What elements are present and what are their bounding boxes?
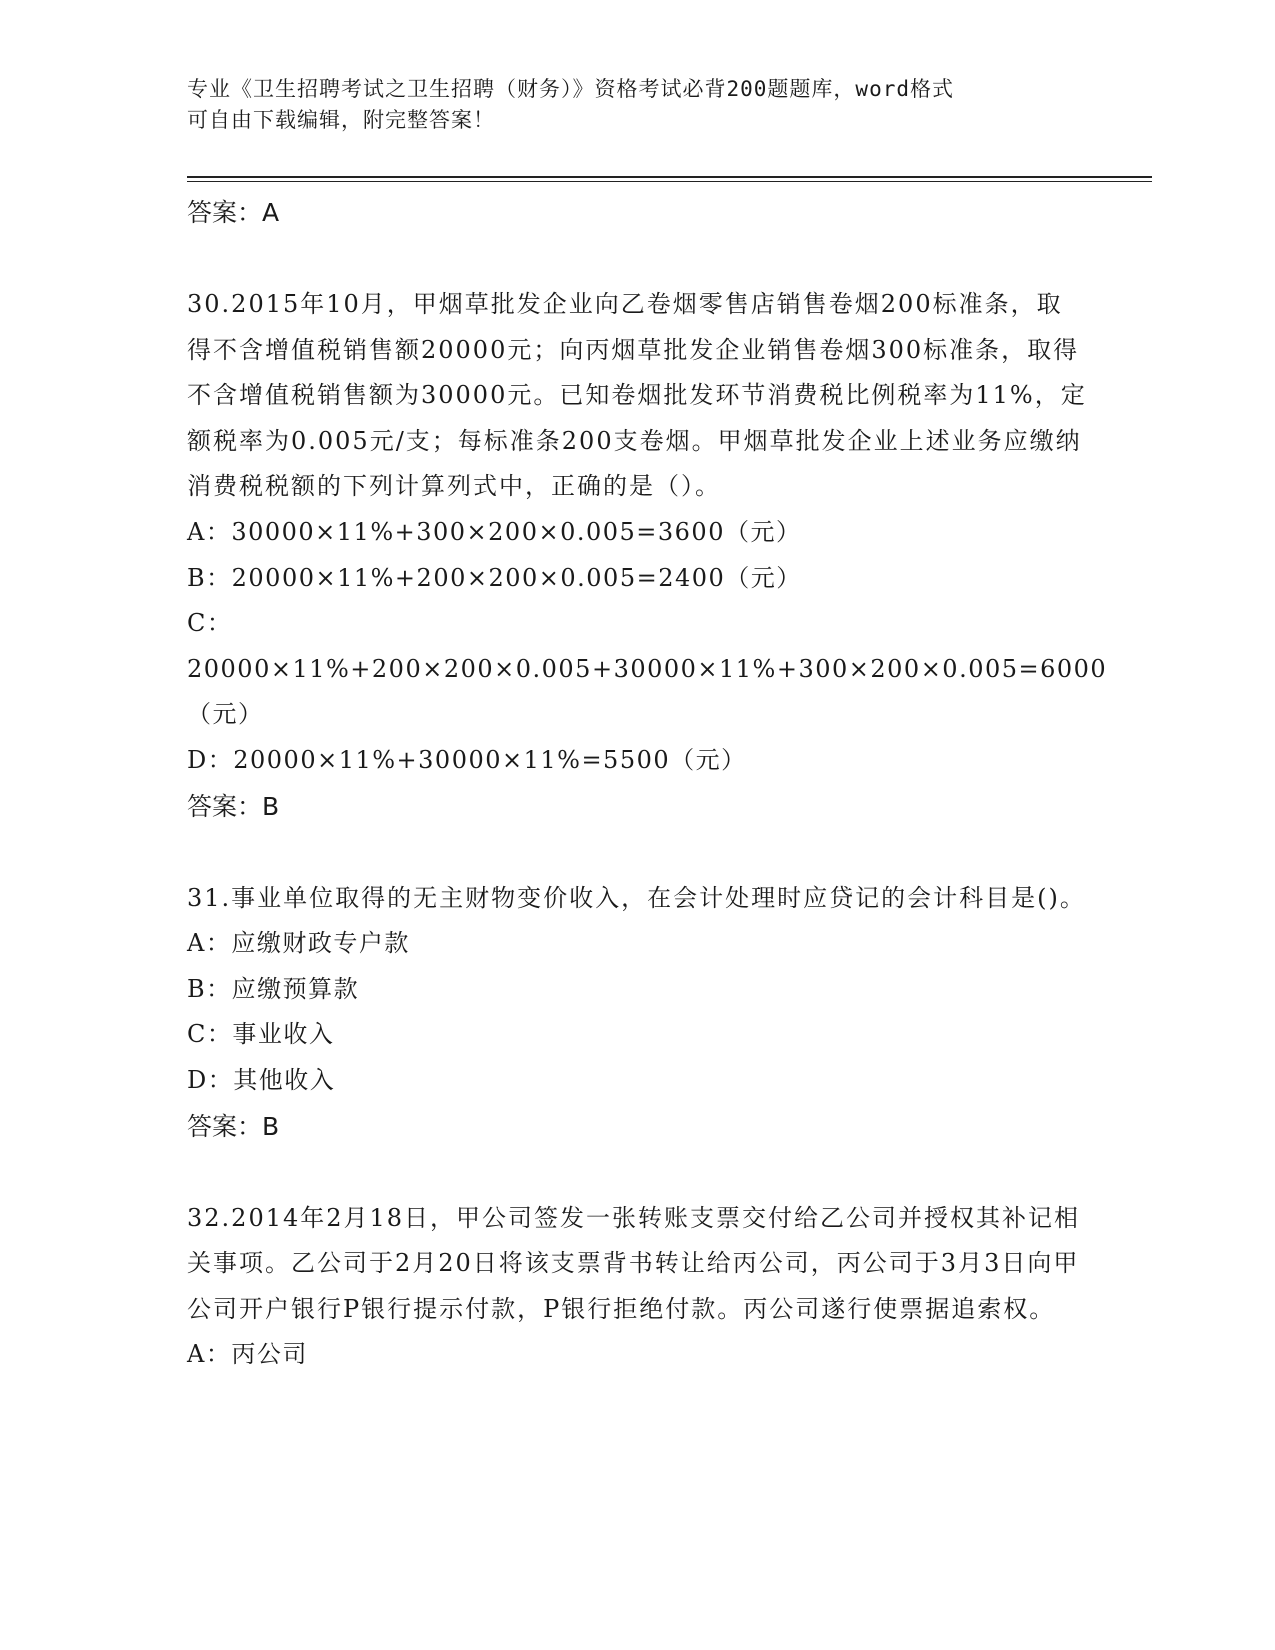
- option-a: A：30000×11%+300×200×0.005=3600（元）: [187, 517, 802, 546]
- answer-line: 答案：B: [187, 791, 280, 821]
- answer-line: 答案：B: [187, 1111, 280, 1141]
- answer-line: 答案：A: [187, 198, 280, 227]
- spacer: [187, 236, 1087, 282]
- option-b: B：应缴预算款: [187, 974, 360, 1003]
- option-b: B：20000×11%+200×200×0.005=2400（元）: [187, 563, 802, 592]
- question-text: 30.2015年10月，甲烟草批发企业向乙卷烟零售店销售卷烟200标准条，取得不含增值税销售额20000元；向丙烟草批发企业销售卷烟300标准条，取得不含增值税销售额为30000元。已知卷烟批发环节消费税比例税率为11%，定额税率为0.005元/支；每标准条200支卷烟。甲烟草批发企业上述业务应缴纳消费税税额的下列计算列式中，正确的是（）。: [187, 290, 1087, 501]
- question-32: [187, 1196, 1087, 1378]
- option-c: C：20000×11%+200×200×0.005+30000×11%+300×200×0.005=6000（元）: [187, 609, 1108, 729]
- option-a: A：丙公司: [187, 1340, 308, 1369]
- option-a: A：应缴财政专户款: [187, 929, 410, 958]
- document-body: [187, 190, 1108, 1378]
- document-header: [187, 74, 1087, 136]
- option-c: C：事业收入: [187, 1020, 335, 1049]
- question-text: 32.2014年2月18日，甲公司签发一张转账支票交付给乙公司并授权其补记相关事项。乙公司于2月20日将该支票背书转让给丙公司，丙公司于3月3日向甲公司开户银行P银行提示付款，P银行拒绝付款。丙公司遂行使票据追索权。: [187, 1203, 1081, 1323]
- question-30: [187, 282, 1108, 830]
- question-31: [187, 876, 1087, 1150]
- option-d: D：其他收入: [187, 1065, 336, 1094]
- header-divider-thin: [187, 181, 1152, 182]
- header-line-2: 可自由下载编辑，附完整答案！: [187, 108, 495, 132]
- spacer: [187, 830, 1087, 876]
- question-text: 31.事业单位取得的无主财物变价收入，在会计处理时应贷记的会计科目是()。: [187, 883, 1086, 912]
- header-divider-thick: [187, 176, 1152, 178]
- spacer: [187, 1150, 1087, 1196]
- option-d: D：20000×11%+30000×11%=5500（元）: [187, 745, 747, 774]
- header-line-1: 专业《卫生招聘考试之卫生招聘（财务）》资格考试必背200题题库，word格式: [187, 77, 954, 101]
